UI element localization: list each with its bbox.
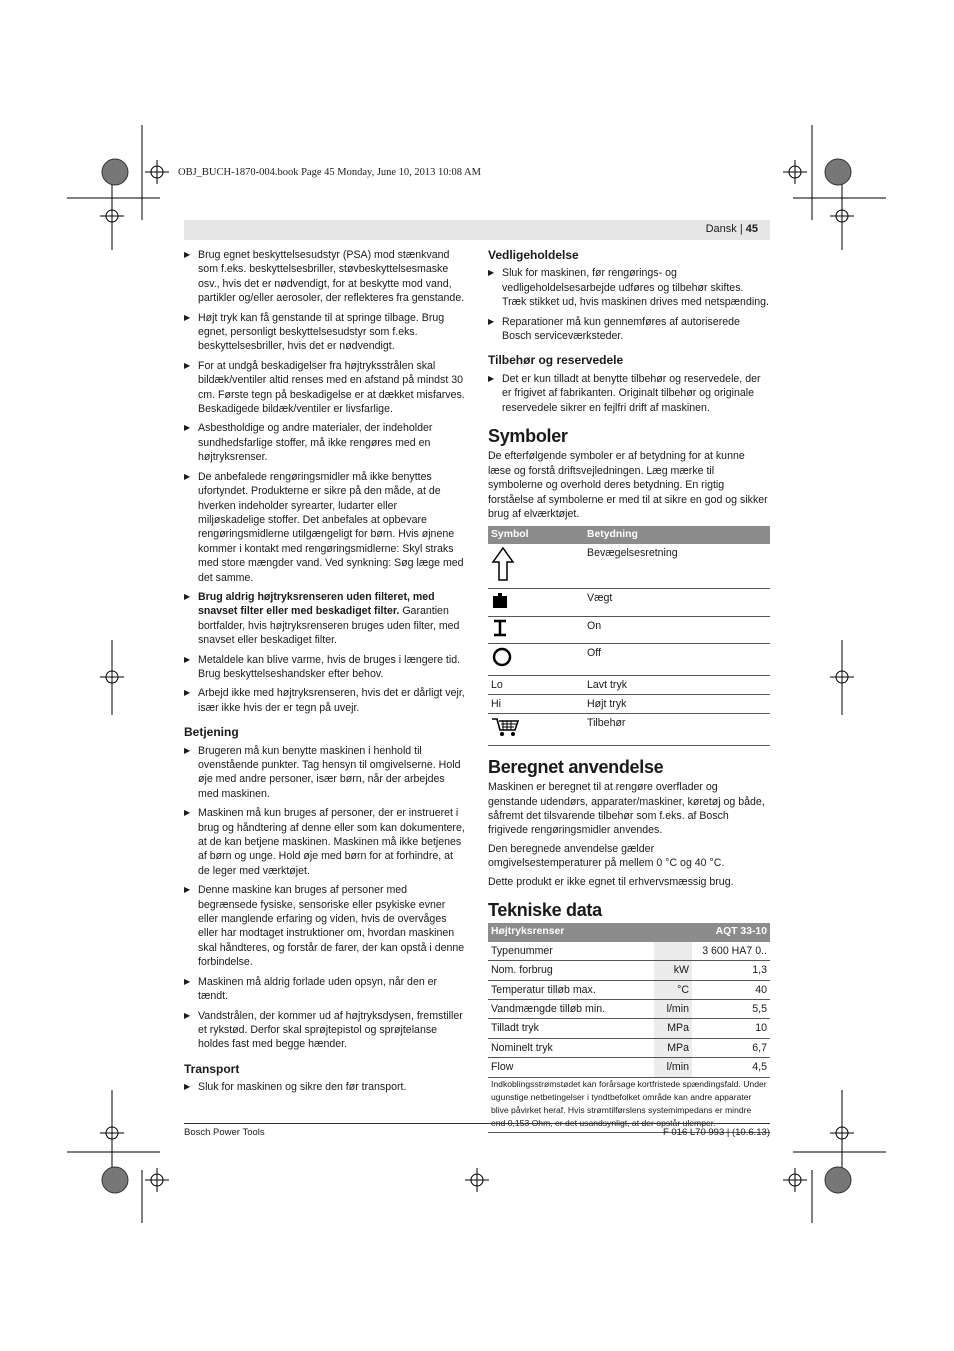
anvendelse-text bbox=[488, 780, 770, 889]
tech-value: 10 bbox=[692, 1019, 770, 1038]
betjening-heading: Betjening bbox=[184, 725, 239, 740]
more-safety-list bbox=[184, 653, 466, 716]
on-icon bbox=[488, 616, 584, 643]
bullet-item: ▶ Sluk for maskinen, før rengørings- og vedligeholdelsesarbejde udføres og tilbehør skiftes. Træk stikket ud, hvis maskinen drives med netspænding. bbox=[488, 266, 770, 309]
page-header-bar: Dansk | 45 bbox=[184, 220, 770, 240]
symboler-text: De efterfølgende symboler er af betydning for at kunne læse og forstå driftsvejledningen. Læg mærke til symbolerne og overhold deres betydning. En rigtig forståelse af symbolerne er med til at sikre en god og sikker brug af elværktøjet. bbox=[488, 450, 768, 521]
right-column bbox=[488, 248, 770, 1133]
filter-warning-text: Garantien bortfalder, hvis højtryksrenseren bruges uden filter, med snavset eller beskadiget filter. bbox=[198, 605, 460, 647]
symbol-meaning: Bevægelsesretning bbox=[584, 544, 770, 589]
bullet-item: ▶ For at undgå beskadigelser fra højtryksstrålen skal bildæk/ventiler altid renses med en afstand på mindst 30 cm. Første tegn på beskadigelse er at dækket misfarves. Beskadigede bildæk/ventiler er livsfarlige. bbox=[184, 359, 466, 417]
anvendelse-heading: Beregnet anvendelse bbox=[488, 756, 664, 777]
tech-product-header: Højtryksrenser bbox=[488, 923, 692, 941]
bullet-item: ▶ Maskinen må aldrig forlade uden opsyn, når den er tændt. bbox=[184, 975, 466, 1004]
tech-label: Temperatur tilløb max. bbox=[488, 980, 654, 999]
footer-rule bbox=[184, 1123, 770, 1124]
bullet-item: ▶ Vandstrålen, der kommer ud af højtryksdysen, fremstiller et rykstød. Derfor skal sprøjtepistol og sprøjtelanse holdes fast med begge hænder. bbox=[184, 1009, 466, 1052]
symbol-row bbox=[488, 644, 770, 675]
symbol-row bbox=[488, 616, 770, 643]
symbol-meaning: On bbox=[584, 616, 770, 643]
tech-label: Flow bbox=[488, 1058, 654, 1077]
symbol-row bbox=[488, 694, 770, 713]
anvendelse-paragraph: Dette produkt er ikke egnet til erhvervsmæssig brug. bbox=[488, 875, 734, 888]
tech-label: Typenummer bbox=[488, 942, 654, 961]
symbol-col-header: Symbol bbox=[488, 526, 584, 544]
tech-data-table bbox=[488, 923, 770, 1077]
anvendelse-paragraph: Den beregnede anvendelse gælder omgivelsestemperaturer på mellem 0 °C og 40 °C. bbox=[488, 842, 725, 870]
bullet-item: ▶ Denne maskine kan bruges af personer med begrænsede fysiske, sensoriske eller psykiske evner eller manglende erfaring og viden, hvis de overvåges eller har modtaget instruktioner om, hvordan maskinen skal håndteres, og forstår de farer, der kan opstå i denne forbindelse. bbox=[184, 883, 466, 969]
anvendelse-paragraph: Maskinen er beregnet til at rengøre overflader og genstande udendørs, apparater/maskiner, køretøj og både, såfremt det tilsvarende tilbehør som f.eks. af Bosch frigivede rengøringsmidler anvendes. bbox=[488, 781, 765, 837]
tech-unit: l/min bbox=[654, 1000, 692, 1019]
cart-icon bbox=[488, 714, 584, 745]
book-file-line: OBJ_BUCH-1870-004.book Page 45 Monday, June 10, 2013 10:08 AM bbox=[178, 167, 481, 178]
left-column bbox=[184, 248, 466, 1100]
tech-unit bbox=[654, 942, 692, 961]
vedligeholdelse-list bbox=[488, 266, 770, 343]
symbol-meaning: Vægt bbox=[584, 589, 770, 616]
tech-label: Nom. forbrug bbox=[488, 961, 654, 980]
tech-unit: kW bbox=[654, 961, 692, 980]
bullet-item: ▶ Maskinen må kun bruges af personer, der er instrueret i brug og håndtering af denne eller som kan dokumentere, at de kan betjene maskinen. Maskinen må ikke betjenes af børn og unge. Hold øje med børn for at forhindre, at de leger med værktøjet. bbox=[184, 806, 466, 878]
tech-row bbox=[488, 1038, 770, 1057]
betjening-list bbox=[184, 744, 466, 1052]
tech-value: 5,5 bbox=[692, 1000, 770, 1019]
symbol-meaning: Off bbox=[584, 644, 770, 675]
footer-brand: Bosch Power Tools bbox=[184, 1127, 265, 1138]
bullet-item: ▶ Reparationer må kun gennemføres af autoriserede Bosch serviceværksteder. bbox=[488, 315, 770, 344]
language-label: Dansk bbox=[705, 223, 737, 235]
tekniske-data-heading: Tekniske data bbox=[488, 900, 602, 920]
symbol-meaning: Højt tryk bbox=[584, 694, 770, 713]
symbol-row bbox=[488, 544, 770, 589]
bullet-item: ▶ Brugeren må kun benytte maskinen i henhold til ovenstående punkter. Tag hensyn til omgivelserne. Hold øje med andre personer, især børn, når der arbejdes med maskinen. bbox=[184, 744, 466, 802]
symbol-meaning: Tilbehør bbox=[584, 714, 770, 745]
tech-label: Nominelt tryk bbox=[488, 1038, 654, 1057]
bullet-item: ▶ Højt tryk kan få genstande til at springe tilbage. Brug egnet, personligt beskyttelsesudstyr som f.eks. beskyttelsesbriller, hvis det er nødvendigt. bbox=[184, 311, 466, 354]
weight-icon bbox=[488, 589, 584, 616]
tech-row bbox=[488, 1058, 770, 1077]
symbol-row bbox=[488, 714, 770, 745]
tilbehor-heading: Tilbehør og reservedele bbox=[488, 353, 624, 368]
filter-warning bbox=[184, 590, 466, 648]
bullet-item: ▶ Det er kun tilladt at benytte tilbehør og reservedele, der er frigivet af fabrikanten. Originalt tilbehør og originale reservedele sikrer en fejlfri drift af maskinen. bbox=[488, 372, 770, 415]
tech-unit: MPa bbox=[654, 1019, 692, 1038]
bullet-item: ▶ Arbejd ikke med højtryksrenseren, hvis det er dårligt vejr, især ikke hvis der er tegn på uvejr. bbox=[184, 686, 466, 715]
meaning-col-header: Betydning bbox=[584, 526, 770, 544]
bullet-item: ▶ Metaldele kan blive varme, hvis de bruges i længere tid. Brug beskyttelseshandsker efter behov. bbox=[184, 653, 466, 682]
tech-row bbox=[488, 1000, 770, 1019]
tech-value: 1,3 bbox=[692, 961, 770, 980]
tech-value: 4,5 bbox=[692, 1058, 770, 1077]
tech-value: 6,7 bbox=[692, 1038, 770, 1057]
tech-row bbox=[488, 980, 770, 999]
symbol-text: Hi bbox=[488, 694, 584, 713]
vedligeholdelse-heading: Vedligeholdelse bbox=[488, 248, 579, 262]
bullet-item: ▶ Sluk for maskinen og sikre den før transport. bbox=[184, 1080, 466, 1094]
bullet-item: ▶ De anbefalede rengøringsmidler må ikke benyttes ufortyndet. Produkterne er sikre på den måde, at de hverken indeholder syrearter, ludarter eller miljøskadelige stoffer. Det anbefales at opbevare rengøringsmidlerne utilgængeligt for børn. Hvis øjnene kommer i kontakt med rengøringsmidlerne: Skyl straks med store mængder vand. Ved synkning: Søg læge med det samme. bbox=[184, 470, 466, 585]
symbol-row bbox=[488, 675, 770, 694]
tech-unit: l/min bbox=[654, 1058, 692, 1077]
tech-label: Vandmængde tilløb min. bbox=[488, 1000, 654, 1019]
bullet-item: ▶ Asbestholdige og andre materialer, der indeholder sundhedsfarlige stoffer, må ikke rengøres med en højtryksrenser. bbox=[184, 421, 466, 464]
arrow-up-icon bbox=[488, 544, 584, 589]
tech-row bbox=[488, 1019, 770, 1038]
transport-list bbox=[184, 1080, 466, 1094]
symbol-text: Lo bbox=[488, 675, 584, 694]
tech-value: 40 bbox=[692, 980, 770, 999]
footer-doc-number: F 016 L70 993 | (10.6.13) bbox=[662, 1127, 770, 1138]
safety-list bbox=[184, 248, 466, 585]
tilbehor-list bbox=[488, 372, 770, 415]
tech-unit: °C bbox=[654, 980, 692, 999]
tech-label: Tilladt tryk bbox=[488, 1019, 654, 1038]
symbol-meaning: Lavt tryk bbox=[584, 675, 770, 694]
symbol-table bbox=[488, 526, 770, 746]
tech-row bbox=[488, 942, 770, 961]
off-icon bbox=[488, 644, 584, 675]
tech-row bbox=[488, 961, 770, 980]
page-number: 45 bbox=[745, 223, 758, 235]
symboler-heading: Symboler bbox=[488, 426, 568, 447]
transport-heading: Transport bbox=[184, 1061, 240, 1076]
tech-value: 3 600 HA7 0.. bbox=[692, 942, 770, 961]
filter-warning-bold: Brug aldrig højtryksrenseren uden filteret, med snavset filter eller med beskadiget filter. bbox=[198, 590, 435, 618]
tech-model-header: AQT 33-10 bbox=[692, 923, 770, 941]
tech-unit: MPa bbox=[654, 1038, 692, 1057]
symbol-row bbox=[488, 589, 770, 616]
tech-footnote: Indkoblingsstrømstødet kan forårsage kortfristede spændingsfald. Under ugunstige netbetingelser i tyndtbefolket område kan andre apparater blive påvirket heraf. Hvis strømtilførslens systemimpedans er mindre bbox=[488, 1078, 770, 1133]
bullet-item: ▶ Brug egnet beskyttelsesudstyr (PSA) mod stænkvand som f.eks. beskyttelsesbriller, støvbeskyttelsesmaske osv., hvis det er nødvendigt, for at beskytte mod vand, partikler og/eller aerosoler, der reflekteres fra genstande. bbox=[184, 248, 466, 306]
